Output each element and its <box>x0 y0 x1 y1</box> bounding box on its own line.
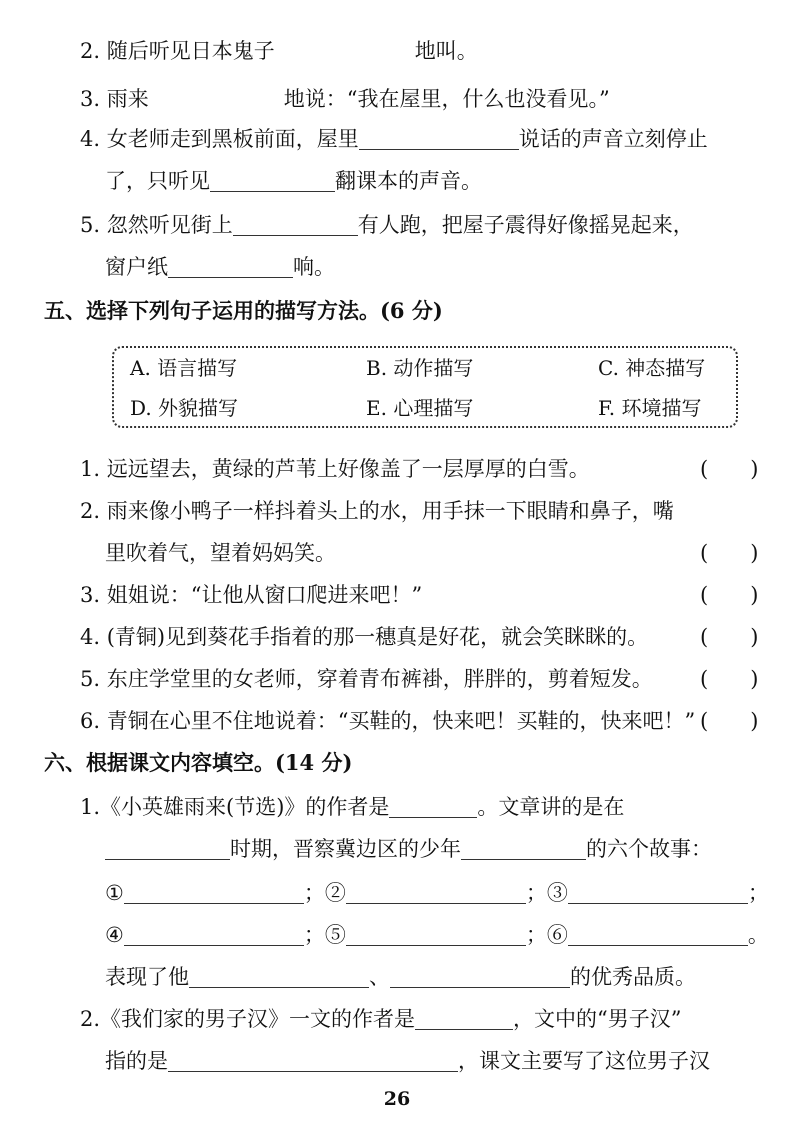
q6-1-stories-2 <box>105 920 769 950</box>
q6-1-text-d: 的六个故事： <box>586 837 712 861</box>
q6-1-text-g: 的优秀品质。 <box>570 965 696 989</box>
q4-2-text-a: 2. 随后听见日本鬼子 <box>80 39 275 63</box>
answer-blank[interactable] <box>461 837 586 860</box>
q5-6-text: 6. 青铜在心里不住地说着：“买鞋的，快来吧！买鞋的，快来吧！” <box>80 709 696 733</box>
q4-4-line <box>80 124 708 154</box>
answer-blank[interactable] <box>124 923 304 946</box>
section-6-heading: 六、根据课文内容填空。(14 分) <box>44 750 353 775</box>
q6-1-text-b: 。文章讲的是在 <box>477 795 625 819</box>
answer-paren[interactable]: ( ) <box>700 457 759 481</box>
q6-1-stories-1 <box>105 878 769 908</box>
answer-paren[interactable]: ( ) <box>700 667 759 691</box>
answer-blank[interactable] <box>568 881 748 904</box>
answer-blank[interactable] <box>389 795 477 818</box>
answer-paren[interactable]: ( ) <box>700 625 759 649</box>
answer-blank[interactable] <box>359 127 519 150</box>
q6-1-text-e: 表现了他 <box>105 965 189 989</box>
option-c: C. 神态描写 <box>598 356 706 380</box>
answer-blank[interactable] <box>210 169 335 192</box>
answer-blank[interactable] <box>105 837 230 860</box>
q4-5-text-a: 5. 忽然听见街上 <box>80 213 233 237</box>
q4-5-text-b: 有人跑，把屋子震得好像摇晃起来， <box>357 213 694 237</box>
q4-3-line <box>80 84 610 114</box>
option-b: B. 动作描写 <box>366 356 474 380</box>
answer-blank[interactable] <box>189 965 369 988</box>
q4-3-text-a: 3. 雨来 <box>80 87 149 111</box>
q6-1-text-a: 1.《小英雄雨来(节选)》的作者是 <box>80 795 390 819</box>
q5-2-text: 2. 雨来像小鸭子一样抖着头上的水，用手抹一下眼睛和鼻子，嘴 <box>80 499 674 523</box>
q4-4-text-b: 说话的声音立刻停止 <box>518 127 708 151</box>
marker-4: ④ <box>105 923 124 947</box>
q4-5-text-c: 窗户纸 <box>105 255 168 279</box>
option-e: E. 心理描写 <box>366 396 474 420</box>
q4-5-line-2 <box>105 252 335 282</box>
q4-5-text-d: 响。 <box>293 255 335 279</box>
marker-2: ；② <box>303 881 346 905</box>
q6-2-text-a: 2.《我们家的男子汉》一文的作者是 <box>80 1007 416 1031</box>
q6-2-line-2 <box>105 1046 710 1076</box>
q6-2-text-c: 指的是 <box>105 1049 168 1073</box>
answer-paren[interactable]: ( ) <box>700 583 759 607</box>
answer-paren[interactable]: ( ) <box>700 709 759 733</box>
answer-blank[interactable] <box>415 1007 513 1030</box>
marker-5: ；⑤ <box>303 923 346 947</box>
answer-blank[interactable] <box>346 923 526 946</box>
marker-6: ；⑥ <box>525 923 568 947</box>
answer-blank[interactable] <box>124 881 304 904</box>
answer-blank[interactable] <box>568 923 748 946</box>
answer-blank[interactable] <box>390 965 570 988</box>
q6-1-text-f: 、 <box>369 965 390 989</box>
q4-4-line-2 <box>105 166 482 196</box>
q5-1-text: 1. 远远望去，黄绿的芦苇上好像盖了一层厚厚的白雪。 <box>80 457 590 481</box>
page-number: 26 <box>383 1088 411 1110</box>
q6-2-text-d: ，课文主要写了这位男子汉 <box>458 1049 710 1073</box>
q4-4-text-c: 了，只听见 <box>105 169 210 193</box>
q6-2-line <box>80 1004 682 1034</box>
option-f: F. 环境描写 <box>598 396 702 420</box>
marker-1: ① <box>105 881 124 905</box>
option-a: A. 语言描写 <box>130 356 238 380</box>
period: 。 <box>747 923 769 947</box>
q5-3-text: 3. 姐姐说：“让他从窗口爬进来吧！” <box>80 583 423 607</box>
q6-1-line <box>80 792 624 822</box>
q6-2-text-b: ，文中的“男子汉” <box>513 1007 682 1031</box>
q4-3-text-b: 地说：“我在屋里，什么也没看见。” <box>283 87 610 111</box>
answer-blank[interactable] <box>168 1049 458 1072</box>
q4-4-text-a: 4. 女老师走到黑板前面，屋里 <box>80 127 359 151</box>
q6-1-line-2 <box>105 834 712 864</box>
answer-blank[interactable] <box>346 881 526 904</box>
q4-2-line <box>80 36 478 66</box>
q4-5-line <box>80 210 694 240</box>
q4-2-text-b: 地叫。 <box>414 39 478 63</box>
q6-1-text-c: 时期，晋察冀边区的少年 <box>230 837 461 861</box>
q4-4-text-d: 翻课本的声音。 <box>335 169 482 193</box>
answer-paren[interactable]: ( ) <box>700 541 759 565</box>
marker-3: ；③ <box>525 881 568 905</box>
answer-blank[interactable] <box>168 255 293 278</box>
answer-blank[interactable] <box>233 213 358 236</box>
q5-4-text: 4. (青铜)见到葵花手指着的那一穗真是好花，就会笑眯眯的。 <box>80 625 649 649</box>
semicolon: ； <box>747 881 769 905</box>
q5-2-text-cont: 里吹着气，望着妈妈笑。 <box>105 541 336 565</box>
section-5-heading: 五、选择下列句子运用的描写方法。(6 分) <box>44 298 443 323</box>
option-d: D. 外貌描写 <box>130 396 239 420</box>
q5-5-text: 5. 东庄学堂里的女老师，穿着青布裤褂，胖胖的，剪着短发。 <box>80 667 653 691</box>
q6-1-qualities <box>105 962 696 992</box>
